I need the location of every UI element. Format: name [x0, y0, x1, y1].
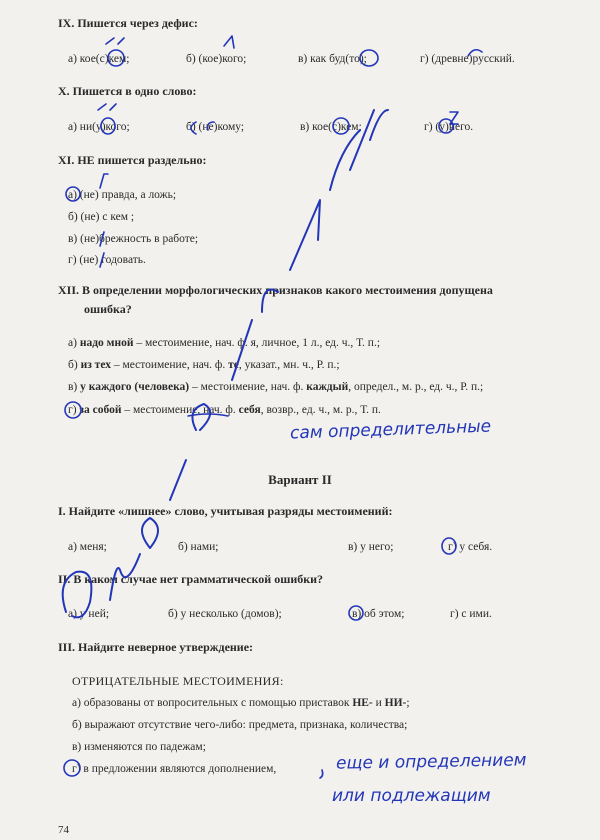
option-end: ; [406, 697, 410, 709]
option-label: в) [68, 381, 81, 393]
v2-q1-option-c: в) у него; [348, 541, 394, 553]
q12-option-b [68, 358, 340, 372]
prefix-ni: НИ- [384, 697, 407, 709]
option-term: надо мной [79, 337, 134, 349]
page-number: 74 [58, 824, 69, 836]
q11-option-d: г) (не) годовать. [68, 254, 146, 266]
q11-option-b: б) (не) с кем ; [68, 211, 135, 223]
option-base-form: себя [238, 404, 261, 416]
v2-q3-option-b: б) выражают отсутствие чего-либо: предмета, признака, количества; [72, 719, 408, 731]
v2-q1-option-b: б) нами; [178, 541, 219, 553]
v2-q3-subheading: ОТРИЦАТЕЛЬНЫЕ МЕСТОИМЕНИЯ: [72, 674, 284, 688]
v2-q2-option-a: а) у ней; [68, 608, 110, 620]
option-rest: , определ., м. р., ед. ч., Р. п.; [348, 381, 484, 393]
option-mid: – местоимение, нач. ф. [121, 404, 239, 416]
option-term: за собой [79, 404, 122, 416]
handwritten-note-1: сам определительные [289, 416, 492, 444]
comma-mark [320, 770, 323, 778]
option-mid: – местоимение, нач. ф. [189, 381, 307, 393]
option-term: из тех [80, 359, 111, 371]
q9-option-c: в) как буд(то); [298, 53, 367, 65]
check-mark [106, 38, 124, 44]
v2-q2-option-b: б) у несколько (домов); [168, 608, 282, 620]
v2-q1-option-d: г) у себя. [448, 541, 493, 553]
v2-q1-option-a: а) меня; [68, 541, 107, 553]
v2-q3-heading: III. Найдите неверное утверждение: [58, 640, 254, 654]
q12-heading-line1: XII. В определении морфологических признаков какого местоимения допущена [58, 283, 493, 297]
option-rest: – местоимение, нач. ф. я, личное, 1 л., ед. ч., Т. п.; [133, 337, 381, 349]
q12-option-d [68, 403, 381, 417]
v2-q1-heading: I. Найдите «лишнее» слово, учитывая разряды местоимений: [58, 504, 393, 518]
q11-heading: XI. НЕ пишется раздельно: [58, 153, 207, 167]
option-label: б) [68, 359, 81, 371]
q10-option-a: а) ни(у)кого; [68, 121, 130, 133]
q11-option-c: в) (не)брежность в работе; [68, 233, 199, 245]
q12-option-a [68, 336, 380, 350]
option-rest: , возвр., ед. ч., м. р., Т. п. [260, 404, 381, 416]
check-mark [100, 174, 108, 188]
handwritten-note-3: или подлежащим [332, 786, 491, 806]
q9-option-a: а) кое(с)кем; [68, 53, 130, 65]
q9-heading: IX. Пишется через дефис: [58, 16, 198, 30]
q10-option-d: г) (у)него. [424, 121, 474, 133]
option-label: г) [68, 404, 80, 416]
option-base-form: те [228, 359, 239, 371]
q10-option-b: б) (не)кому; [186, 121, 245, 133]
q10-option-c: в) кое(с)кем; [300, 121, 362, 133]
option-rest: , указат., мн. ч., Р. п.; [238, 359, 340, 371]
q9-option-d: г) (древне)русский. [420, 53, 515, 65]
q10-heading: X. Пишется в одно слово: [58, 84, 197, 98]
v2-q2-heading: II. В каком случае нет грамматической ошибки? [58, 572, 324, 586]
prefix-ne: НЕ- [352, 697, 373, 709]
q12-option-c [68, 380, 483, 394]
q9-option-b: б) (кое)кого; [186, 53, 247, 65]
q11-option-a: а) (не) правда, а ложь; [68, 189, 177, 201]
v2-q3-option-a [72, 696, 410, 710]
v2-q3-option-c: в) изменяются по падежам; [72, 741, 206, 753]
check-mark [98, 104, 116, 110]
option-term: у каждого (человека) [80, 381, 190, 393]
v2-q3-option-d: г) в предложении являются дополнением, [72, 763, 277, 775]
option-text: а) образованы от вопросительных с помощью приставок [72, 697, 353, 709]
option-mid: – местоимение, нач. ф. [110, 359, 229, 371]
handwritten-note-2: еще и определением [335, 750, 527, 774]
v2-q2-option-d: г) с ими. [450, 608, 492, 620]
option-base-form: каждый [306, 381, 349, 393]
check-mark [224, 36, 234, 48]
variant-title: Вариант II [268, 472, 332, 487]
q12-heading-line2: ошибка? [84, 302, 132, 316]
conjunction: и [372, 697, 385, 709]
option-label: а) [68, 337, 80, 349]
v2-q2-option-c: в) об этом; [352, 608, 405, 620]
